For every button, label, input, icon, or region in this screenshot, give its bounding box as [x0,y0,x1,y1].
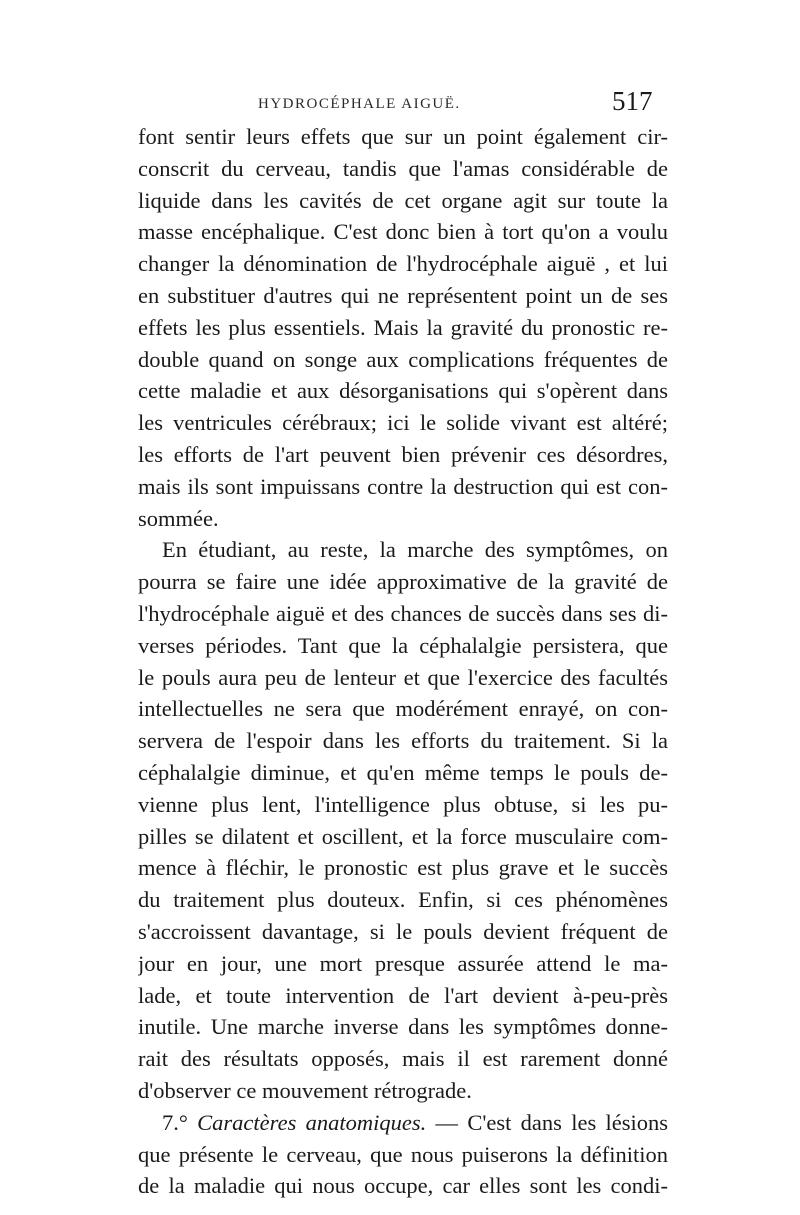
text-line: vienne plus lent, l'intelligence plus obtuse, si les pu- [138,791,668,817]
text-line: servera de l'espoir dans les efforts du traitement. Si la [138,728,668,754]
text-line: inutile. Une marche inverse dans les symptômes donne- [138,1014,668,1040]
text-line: mence à fléchir, le pronostic est plus grave et le succès [138,855,668,881]
section-number: 7.° [162,1109,188,1135]
text-line: céphalalgie diminue, et qu'en même temps le pouls de- [138,759,668,785]
text-line: rait des résultats opposés, mais il est rarement donné [138,1046,668,1072]
text-line: mais ils sont impuissans contre la destruction qui est con- [138,473,668,499]
text-line: sommée. [138,505,219,531]
text-line: les ventricules cérébraux; ici le solide vivant est altéré; [138,410,668,436]
body-text [138,121,668,1202]
text-line: effets les plus essentiels. Mais la gravité du pronostic re- [138,314,668,340]
text-line: conscrit du cerveau, tandis que l'amas considérable de [138,155,668,181]
text-line: lade, et toute intervention de l'art devient à-peu-près [138,982,668,1008]
text-line: le pouls aura peu de lenteur et que l'exercice des facultés [138,664,668,690]
text-line: liquide dans les cavités de cet organe agit sur toute la [138,187,668,213]
text-line: de la maladie qui nous occupe, car elles sont les condi- [138,1173,668,1199]
text-line: pilles se dilatent et oscillent, et la force musculaire com- [138,823,668,849]
text-line: que présente le cerveau, que nous puiserons la définition [138,1141,668,1167]
text-line: pourra se faire une idée approximative de la gravité de [138,569,668,595]
text-line: les efforts de l'art peuvent bien prévenir ces désordres, [138,441,668,467]
text-line: s'accroissent davantage, si le pouls devient fréquent de [138,918,668,944]
text-line: intellectuelles ne sera que modérément enrayé, on con- [138,696,668,722]
text-line: cette maladie et aux désorganisations qui s'opèrent dans [138,378,668,404]
text-line: changer la dénomination de l'hydrocéphale aiguë , et lui [138,251,668,277]
text-line: jour en jour, une mort presque assurée attend le ma- [138,950,668,976]
text-line: en substituer d'autres qui ne représentent point un de ses [138,282,668,308]
section-heading-line [138,1107,668,1139]
text-line: l'hydrocéphale aiguë et des chances de succès dans ses di- [138,600,668,626]
page-number: 517 [612,86,653,116]
section-line-text: — C'est dans les lésions [435,1109,668,1135]
section-title: Caractères anatomiques. [197,1109,427,1135]
text-line: du traitement plus douteux. Enfin, si ces phénomènes [138,887,668,913]
paragraph-first-line: En étudiant, au reste, la marche des symptômes, on [162,537,668,563]
text-line: masse encéphalique. C'est donc bien à tort qu'on a voulu [138,219,668,245]
text-line: d'observer ce mouvement rétrograde. [138,1077,472,1103]
text-line: verses périodes. Tant que la céphalalgie persistera, que [138,632,668,658]
text-line: double quand on songe aux complications fréquentes de [138,346,668,372]
running-head: HYDROCÉPHALE AIGUË. [258,96,461,112]
text-line: font sentir leurs effets que sur un point également cir- [138,124,668,149]
